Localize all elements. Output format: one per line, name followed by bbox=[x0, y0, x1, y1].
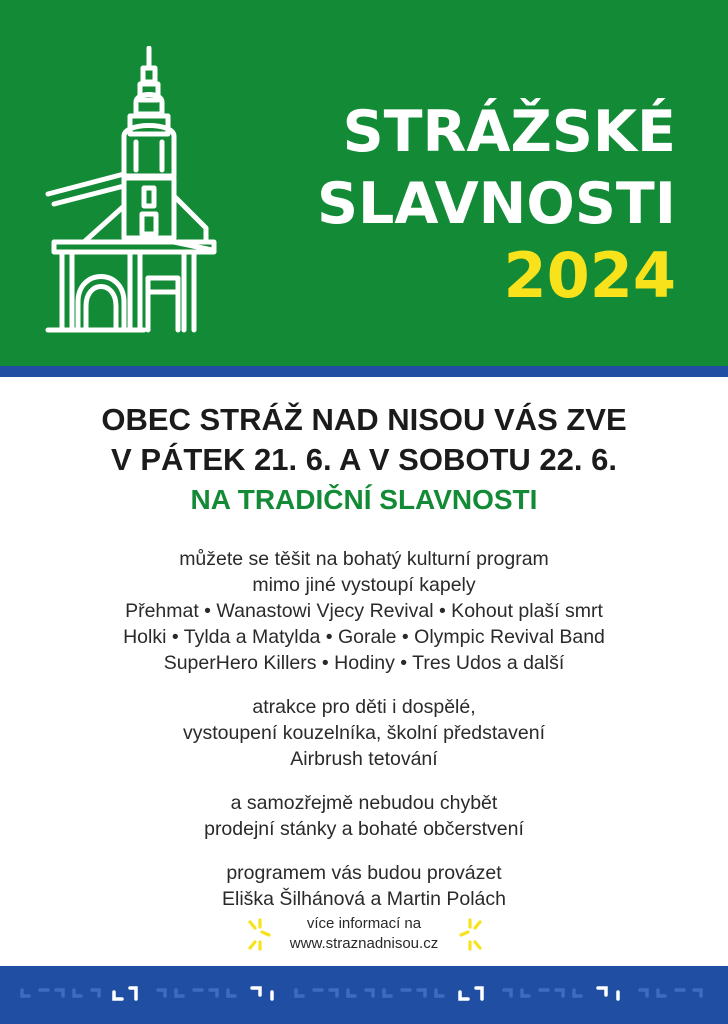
more-info-label: více informací na bbox=[306, 915, 422, 932]
invite-line-2: V PÁTEK 21. 6. A V SOBOTU 22. 6. bbox=[111, 442, 617, 477]
church-tower-icon bbox=[44, 46, 219, 336]
program-line: Přehmat • Wanastowi Vjecy Revival • Kohout plaší smrt bbox=[125, 600, 603, 622]
invite-line-3: NA TRADIČNÍ SLAVNOSTI bbox=[190, 484, 538, 515]
footer-pattern-icon bbox=[0, 966, 728, 1024]
program-line: SuperHero Killers • Hodiny • Tres Udos a další bbox=[163, 652, 565, 674]
title-year: 2024 bbox=[503, 239, 676, 312]
header-blue-rule bbox=[0, 366, 728, 377]
attractions-paragraph bbox=[0, 694, 728, 772]
hosts-line: programem vás budou provázet bbox=[226, 862, 502, 884]
attractions-line: vystoupení kouzelníka, školní představení bbox=[182, 722, 546, 744]
footer-band bbox=[0, 966, 728, 1024]
hosts-line: Eliška Šilhánová a Martin Polách bbox=[222, 888, 506, 910]
invite-line-1: OBEC STRÁŽ NAD NISOU VÁS ZVE bbox=[101, 402, 627, 437]
website-link[interactable]: www.straznadnisou.cz bbox=[289, 935, 439, 952]
attractions-line: Airbrush tetování bbox=[290, 748, 438, 770]
title-line-2: SLAVNOSTI bbox=[316, 171, 676, 237]
program-line: Holki • Tylda a Matylda • Gorale • Olympic Revival Band bbox=[123, 626, 605, 648]
more-info bbox=[0, 914, 728, 954]
attractions-line: atrakce pro děti i dospělé, bbox=[252, 696, 476, 718]
program-line: mimo jiné vystoupí kapely bbox=[252, 574, 476, 596]
stalls-line: prodejní stánky a bohaté občerstvení bbox=[204, 818, 524, 840]
invitation-body bbox=[0, 400, 728, 912]
hosts-paragraph bbox=[0, 860, 728, 912]
program-paragraph bbox=[0, 546, 728, 676]
event-title bbox=[317, 96, 676, 312]
stalls-line: a samozřejmě nebudou chybět bbox=[230, 792, 498, 814]
stalls-paragraph bbox=[0, 790, 728, 842]
title-line-1: STRÁŽSKÉ bbox=[342, 99, 676, 165]
program-line: můžete se těšit na bohatý kulturní program bbox=[179, 548, 549, 570]
